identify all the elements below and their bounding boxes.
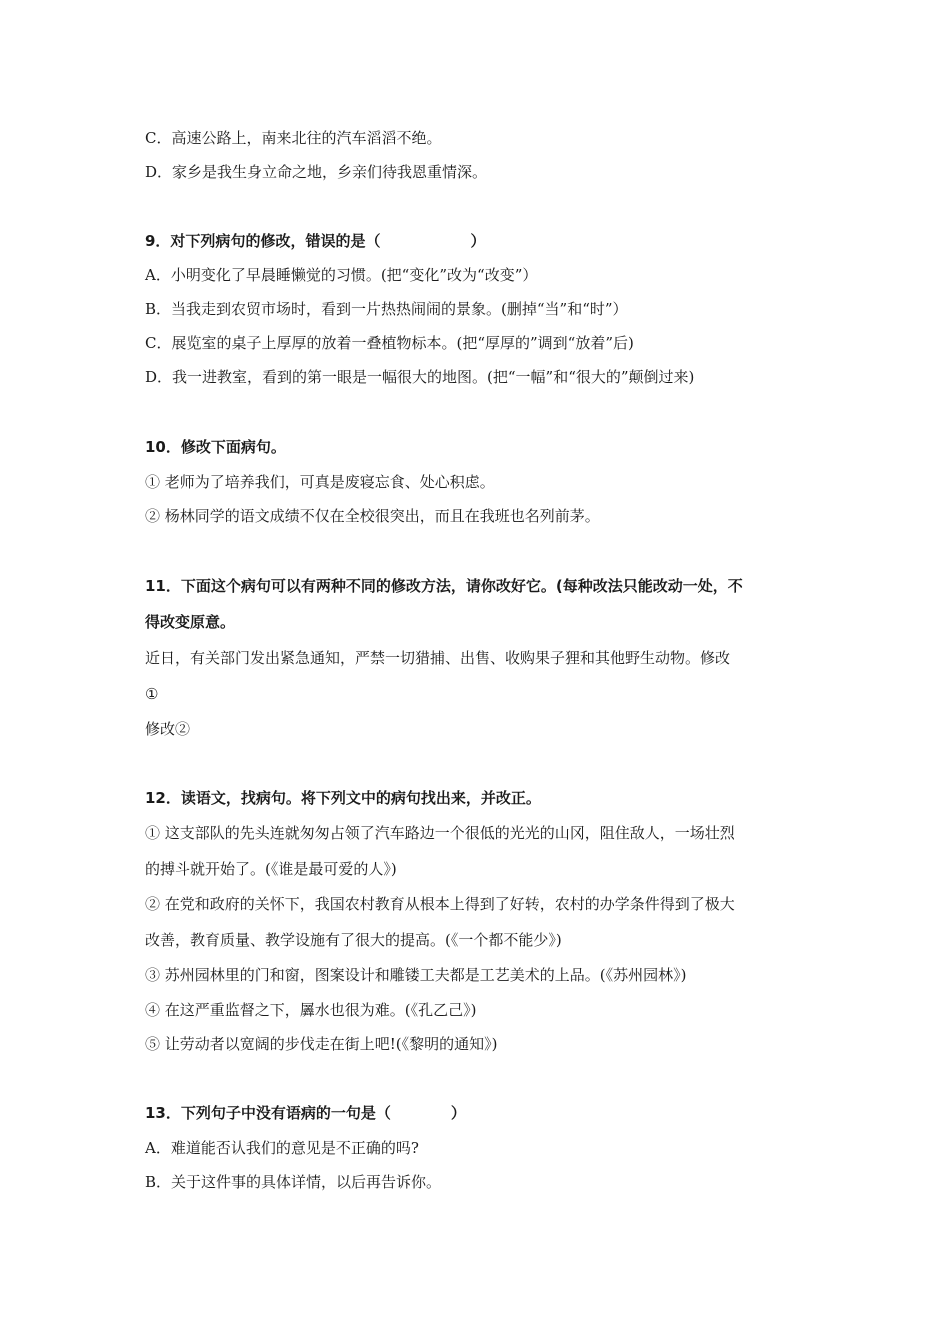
- q9-option-c: C．展览室的桌子上厚厚的放着一叠植物标本。(把“厚厚的”调到“放着”后): [145, 334, 634, 352]
- q8-option-c: C．高速公路上，南来北往的汽车滔滔不绝。: [145, 129, 442, 147]
- q12-item-5: ⑤ 让劳动者以宽阔的步伐走在街上吧!(《黎明的通知》): [145, 1035, 498, 1053]
- q11-mark-2: 修改②: [145, 720, 191, 738]
- q9-option-d: D．我一进教室，看到的第一眼是一幅很大的地图。(把“一幅”和“很大的”颠倒过来): [145, 368, 695, 386]
- q12-item-1-line-1: ① 这支部队的先头连就匆匆占领了汽车路边一个很低的光光的山冈，阻住敌人，一场壮烈: [145, 824, 735, 842]
- q11-title-line-2: 得改变原意。: [145, 613, 236, 631]
- q12-item-4: ④ 在这严重监督之下，羼水也很为难。(《孔乙己》): [145, 1001, 477, 1019]
- q8-option-d: D．家乡是我生身立命之地，乡亲们待我恩重情深。: [145, 163, 488, 181]
- q9-title: 9．对下列病句的修改，错误的是（ ）: [145, 232, 486, 250]
- q9-option-a: A．小明变化了早晨睡懒觉的习惯。(把“变化”改为“改变”）: [145, 266, 538, 284]
- q12-item-3: ③ 苏州园林里的门和窗，图案设计和雕镂工夫都是工艺美术的上品。(《苏州园林》): [145, 966, 687, 984]
- q12-item-2-line-2: 改善，教育质量、教学设施有了很大的提高。(《一个都不能少》): [145, 931, 562, 949]
- q11-sentence: 近日，有关部门发出紧急通知，严禁一切猎捕、出售、收购果子狸和其他野生动物。修改: [145, 649, 731, 667]
- q13-option-b: B．关于这件事的具体详情，以后再告诉你。: [145, 1173, 442, 1191]
- q10-item-1: ① 老师为了培养我们，可真是废寝忘食、处心积虑。: [145, 473, 495, 491]
- q12-item-1-line-2: 的搏斗就开始了。(《谁是最可爱的人》): [145, 860, 397, 878]
- q11-mark-1: ①: [145, 685, 159, 703]
- q13-option-a: A．难道能否认我们的意见是不正确的吗?: [145, 1139, 419, 1157]
- q12-title: 12．读语文，找病句。将下列文中的病句找出来，并改正。: [145, 789, 541, 807]
- q11-title-line-1: 11．下面这个病句可以有两种不同的修改方法，请你改好它。(每种改法只能改动一处，不: [145, 577, 743, 595]
- q10-item-2: ② 杨林同学的语文成绩不仅在全校很突出，而且在我班也名列前茅。: [145, 507, 600, 525]
- q12-item-2-line-1: ② 在党和政府的关怀下，我国农村教育从根本上得到了好转，农村的办学条件得到了极大: [145, 895, 735, 913]
- q13-title: 13．下列句子中没有语病的一句是（ ）: [145, 1104, 466, 1122]
- q10-title: 10．修改下面病句。: [145, 438, 286, 456]
- q9-option-b: B．当我走到农贸市场时，看到一片热热闹闹的景象。(删掉“当”和“时”）: [145, 300, 628, 318]
